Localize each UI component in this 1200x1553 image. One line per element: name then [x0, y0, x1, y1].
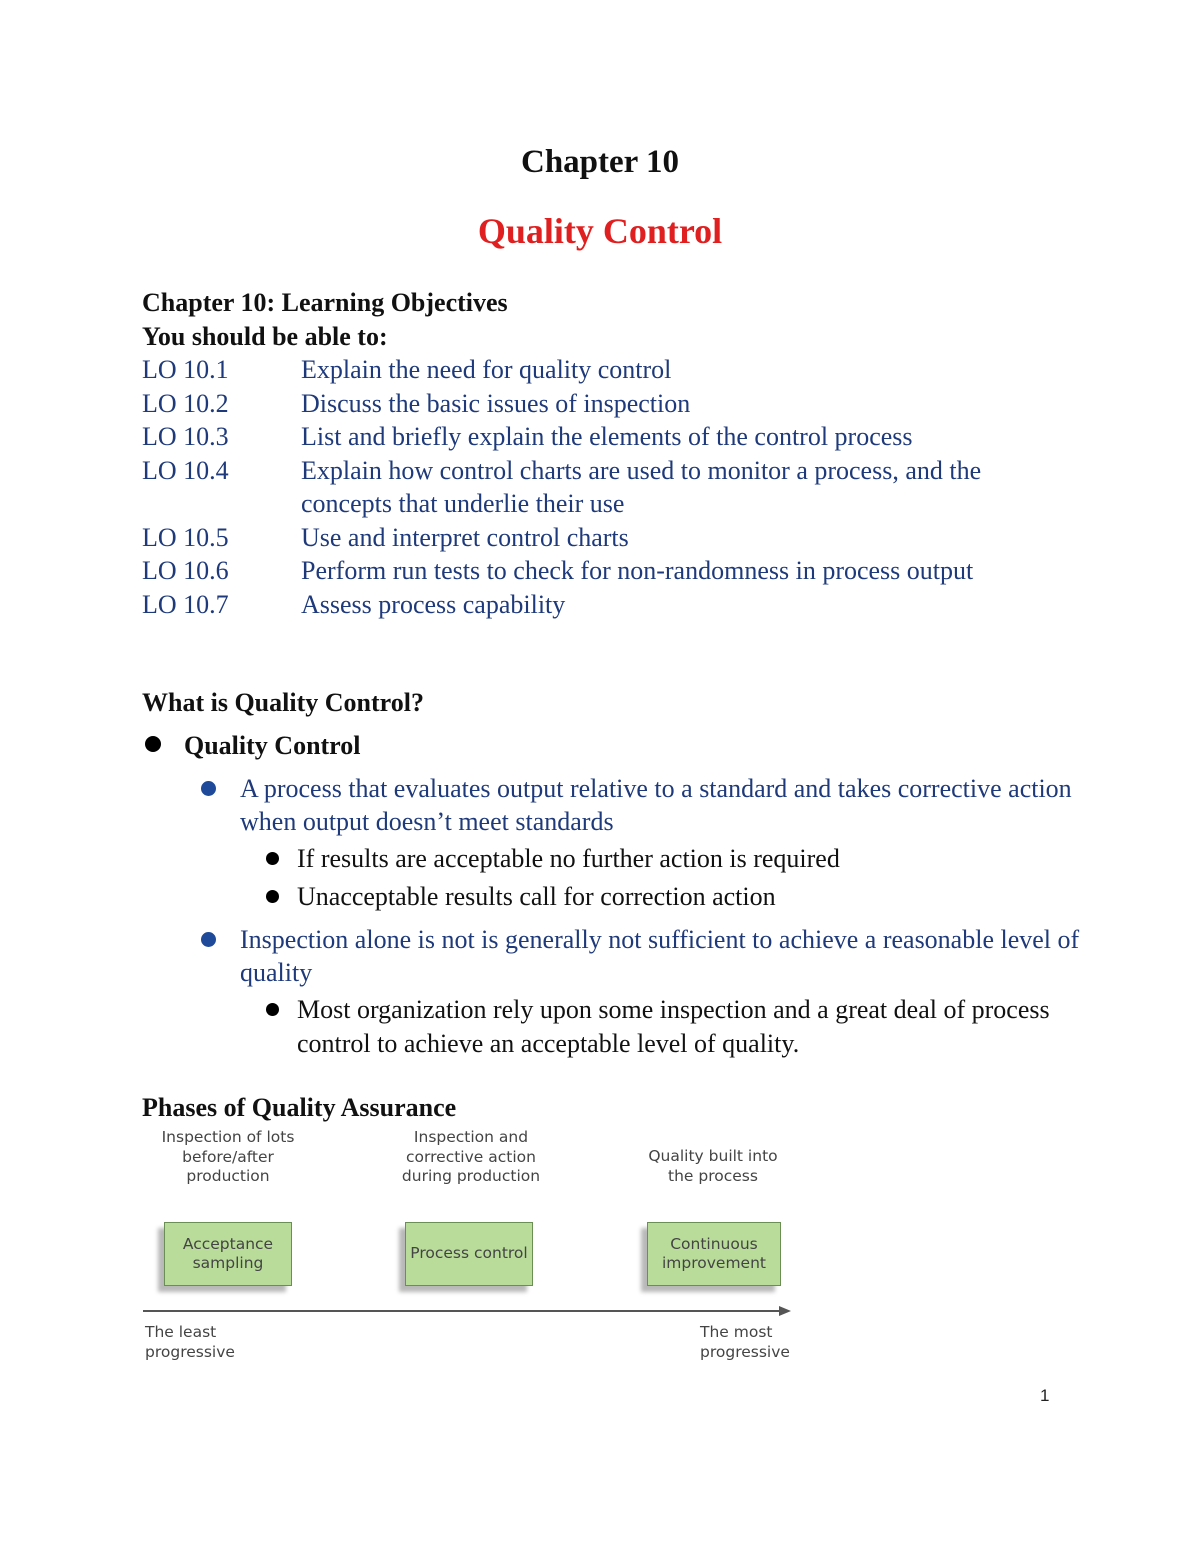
objective-code: LO 10.1	[142, 355, 229, 384]
objective-text: Use and interpret control charts	[301, 522, 629, 552]
bullet-level-1	[142, 729, 1082, 763]
stage-description: Quality built into the process	[648, 1147, 778, 1185]
learning-objectives-intro: You should be able to:	[142, 321, 388, 351]
what-is-quality-control-heading: What is Quality Control?	[142, 688, 424, 717]
most-progressive-label: The most progressive	[700, 1323, 790, 1361]
bullet-text: If results are acceptable no further action is required	[297, 844, 840, 873]
bullet-level-3	[142, 880, 1082, 914]
objective-row	[142, 454, 1062, 521]
bullet-dot-icon	[201, 932, 216, 947]
objective-code: LO 10.7	[142, 589, 229, 619]
chapter-title: Chapter 10	[521, 144, 679, 180]
bullet-level-2	[142, 923, 1082, 989]
learning-objectives-heading: Chapter 10: Learning Objectives	[142, 288, 508, 317]
objective-row	[142, 588, 1062, 622]
objective-row	[142, 554, 1062, 588]
bullet-level-2	[142, 772, 1082, 838]
objective-text: Explain how control charts are used to monitor a process, and the concepts that underlie their use	[301, 455, 982, 518]
progression-arrow-line	[143, 1310, 783, 1312]
least-progressive-label: The least progressive	[145, 1323, 235, 1361]
bullet-text: A process that evaluates output relative to a standard and takes corrective action when output doesn’t meet standards	[240, 774, 1072, 836]
bullet-dot-icon	[266, 890, 279, 903]
objective-text: Discuss the basic issues of inspection	[301, 388, 691, 418]
objective-text: Explain the need for quality control	[301, 355, 672, 384]
objective-row	[142, 521, 1062, 555]
phases-heading: Phases of Quality Assurance	[142, 1093, 457, 1122]
process-control-box: Process control	[405, 1222, 533, 1286]
objective-text: List and briefly explain the elements of the control process	[301, 422, 913, 451]
objective-row	[142, 387, 1062, 421]
stage-description: Inspection of lots before/after production	[161, 1128, 295, 1185]
objective-row	[142, 420, 1062, 454]
stage-description: Inspection and corrective action during production	[401, 1128, 541, 1185]
bullet-level-3	[142, 993, 1082, 1061]
objective-code: LO 10.2	[142, 388, 229, 418]
page-number: 1	[1040, 1386, 1050, 1405]
arrow-right-icon	[779, 1306, 791, 1316]
continuous-improvement-box: Continuous improvement	[647, 1222, 781, 1286]
bullet-level-3	[142, 842, 1082, 876]
objective-code: LO 10.5	[142, 522, 229, 552]
chapter-subtitle: Quality Control	[477, 211, 723, 251]
acceptance-sampling-box: Acceptance sampling	[164, 1222, 292, 1286]
objective-text: Assess process capability	[301, 589, 566, 619]
bullet-text: Unacceptable results call for correction action	[297, 882, 776, 911]
objective-row	[142, 353, 1062, 387]
bullet-dot-icon	[266, 1003, 279, 1016]
what-is-quality-control-section	[142, 686, 1082, 1061]
objective-code: LO 10.6	[142, 556, 229, 585]
bullet-text: Most organization rely upon some inspection and a great deal of process control to achieve an acceptable level of quality.	[297, 995, 1050, 1058]
objective-text: Perform run tests to check for non-randomness in process output	[301, 556, 974, 585]
learning-objectives-section	[142, 286, 1062, 621]
bullet-dot-icon	[145, 736, 161, 752]
bullet-dot-icon	[266, 852, 279, 865]
bullet-dot-icon	[201, 781, 216, 796]
objective-code: LO 10.4	[142, 455, 229, 485]
bullet-text: Quality Control	[184, 731, 361, 760]
objective-code: LO 10.3	[142, 422, 229, 451]
bullet-text: Inspection alone is not is generally not sufficient to achieve a reasonable level of quality	[240, 925, 1080, 987]
